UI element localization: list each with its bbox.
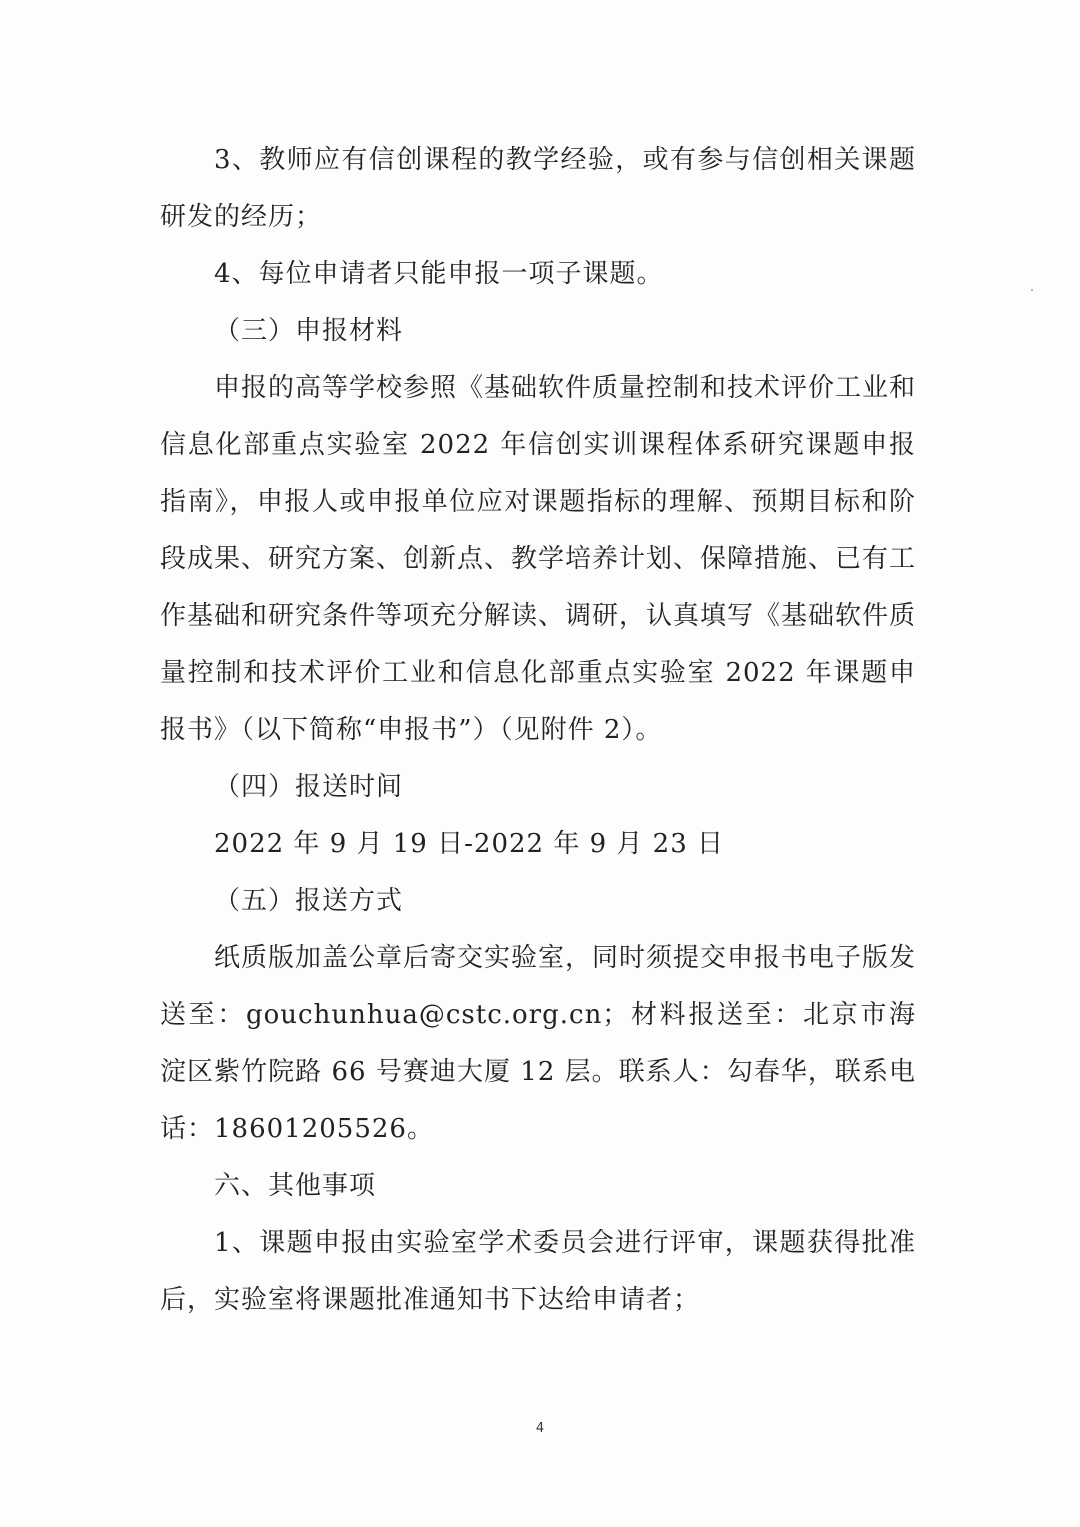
page-number: 4 (535, 1421, 545, 1436)
heading-submission-time: （四）报送时间 (214, 772, 404, 802)
paragraph-teacher-experience: 3、教师应有信创课程的教学经验，或有参与信创相关课题研发的经历； (160, 145, 916, 232)
heading-other-matters: 六、其他事项 (214, 1171, 377, 1201)
scan-speck (1031, 289, 1033, 291)
paragraph-review-process: 1、课题申报由实验室学术委员会进行评审，课题获得批准后，实验室将课题批准通知书下达给申请者； (160, 1228, 916, 1315)
paragraph-submission-dates: 2022 年 9 月 19 日-2022 年 9 月 23 日 (214, 829, 725, 859)
paragraph-application-materials: 申报的高等学校参照《基础软件质量控制和技术评价工业和信息化部重点实验室 2022 年信创实训课程体系研究课题申报指南》，申报人或申报单位应对课题指标的理解、预期目标和阶段成果、研究方案、创新点、教学培养计划、保障措施、已有工作基础和研究条件等项充分解读、调研，认真填写《基础软件质量控制和技术评价工业和信息化部重点实验室 2022 年课题申报书》（以下简称“申报书”）（见附件 2）。 (160, 373, 917, 745)
paragraph-one-subtopic: 4、每位申请者只能申报一项子课题。 (214, 259, 664, 289)
document-body (160, 132, 916, 1329)
heading-application-materials: （三）申报材料 (214, 316, 404, 346)
heading-submission-method: （五）报送方式 (214, 886, 404, 916)
paragraph-submission-method: 纸质版加盖公章后寄交实验室，同时须提交申报书电子版发送至：gouchunhua@cstc.org.cn；材料报送至：北京市海淀区紫竹院路 66 号赛迪大厦 12 层。联系人：勾春华，联系电话：18601205526。 (160, 943, 917, 1144)
